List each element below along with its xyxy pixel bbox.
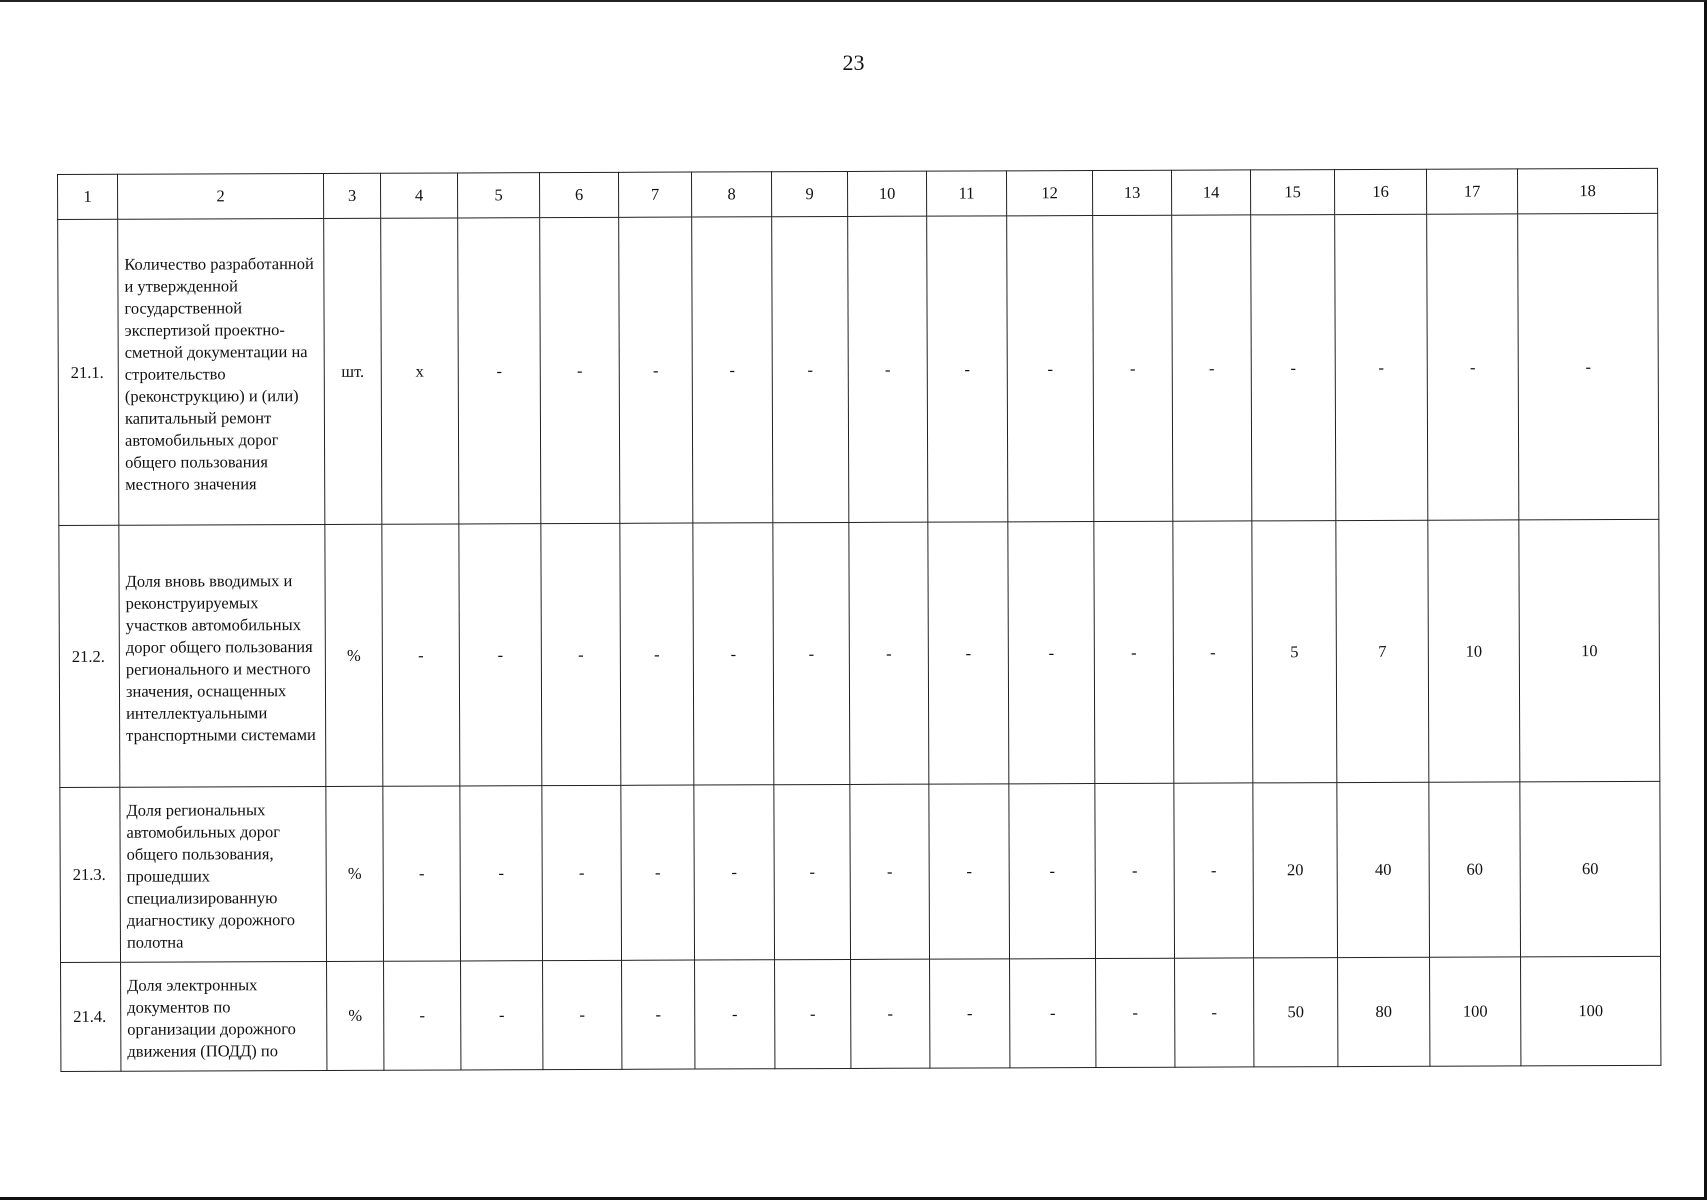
table-row [60, 781, 1661, 962]
unit-cell: % [325, 524, 383, 786]
value-cell: - [927, 216, 1008, 522]
value-cell: - [619, 217, 693, 523]
value-cell: - [1096, 958, 1175, 1067]
value-cell: 80 [1338, 957, 1430, 1066]
value-cell: - [542, 785, 622, 960]
value-cell: - [1008, 522, 1095, 784]
value-cell: - [1095, 783, 1175, 958]
table-row [58, 213, 1659, 525]
value-cell: - [1173, 521, 1253, 783]
value-cell: - [1427, 214, 1519, 520]
value-cell: - [929, 784, 1010, 959]
value-cell: - [848, 216, 928, 522]
col-header: 2 [118, 173, 324, 219]
row-number: 21.3. [60, 787, 121, 962]
col-header: 4 [380, 173, 457, 218]
value-cell: 100 [1521, 956, 1661, 1066]
value-cell: - [382, 524, 460, 786]
value-cell: - [461, 961, 543, 1070]
value-cell: - [694, 785, 775, 960]
col-header: 12 [1006, 171, 1092, 216]
col-header: 13 [1092, 170, 1171, 215]
table-row [61, 956, 1661, 1071]
col-header: 6 [539, 172, 618, 217]
value-cell: 100 [1430, 957, 1521, 1066]
value-cell: - [851, 959, 930, 1068]
page-number: 23 [842, 50, 865, 75]
row-number: 21.2. [59, 525, 120, 787]
value-cell: 7 [1336, 520, 1429, 782]
value-cell: - [692, 217, 773, 523]
value-cell: 40 [1337, 782, 1430, 957]
value-cell: 20 [1253, 783, 1338, 958]
value-cell: - [1175, 958, 1254, 1067]
value-cell: - [384, 961, 461, 1070]
indicators-table [57, 168, 1661, 1072]
row-number: 21.1. [58, 219, 119, 525]
table-row [59, 519, 1660, 787]
value-cell: - [543, 960, 622, 1069]
col-header: 3 [323, 173, 380, 218]
value-cell: 60 [1429, 782, 1521, 957]
col-header: 9 [771, 171, 847, 216]
value-cell: - [621, 785, 695, 960]
value-cell: - [622, 960, 695, 1069]
value-cell: - [772, 216, 849, 522]
indicator-name: Количество разработанной и утвержденной государственной экспертизой проектно-сметной документации на строительство (реконструкцию) и (или) капитальный ремонт автомобильных дорог общего пользования местного значения [118, 218, 325, 525]
indicator-name: Доля электронных документов по организации дорожного движения (ПОДД) по [121, 961, 327, 1071]
value-cell: - [1518, 213, 1659, 520]
value-cell: - [541, 523, 621, 785]
value-cell: - [850, 784, 930, 959]
value-cell: - [1335, 214, 1428, 520]
value-cell: - [849, 522, 929, 784]
col-header: 15 [1250, 170, 1334, 215]
col-header: 14 [1171, 170, 1250, 215]
value-cell: - [460, 786, 543, 961]
value-cell: - [775, 959, 851, 1068]
value-cell: - [1251, 215, 1336, 521]
value-cell: 10 [1428, 520, 1520, 782]
value-cell: - [540, 217, 620, 523]
value-cell: - [695, 960, 775, 1069]
col-header: 18 [1517, 168, 1657, 214]
col-header: 8 [691, 172, 771, 217]
value-cell: 50 [1254, 958, 1338, 1067]
col-header: 10 [847, 171, 926, 216]
value-cell: - [458, 218, 541, 524]
value-cell: 5 [1252, 521, 1337, 783]
value-cell: - [620, 523, 694, 785]
col-header: 5 [457, 173, 539, 218]
value-cell: - [1007, 216, 1094, 522]
col-header: 7 [618, 172, 691, 217]
value-cell: 10 [1519, 519, 1660, 782]
indicators-table-wrap [57, 168, 1660, 1072]
value-cell: x [381, 218, 459, 524]
value-cell: - [1094, 521, 1174, 783]
col-header: 11 [926, 171, 1006, 216]
value-cell: - [928, 522, 1009, 784]
unit-cell: шт. [324, 218, 382, 524]
value-cell: - [693, 523, 774, 785]
value-cell: - [1172, 215, 1252, 521]
value-cell: - [1009, 784, 1096, 959]
col-header: 17 [1426, 169, 1517, 214]
value-cell: - [774, 784, 851, 959]
value-cell: - [773, 522, 850, 784]
value-cell: - [1093, 215, 1173, 521]
value-cell: - [1010, 959, 1096, 1068]
value-cell: - [930, 959, 1010, 1068]
value-cell: - [383, 786, 461, 961]
value-cell: - [1174, 783, 1254, 958]
col-header: 1 [58, 174, 118, 219]
header-row [58, 168, 1658, 219]
indicator-name: Доля вновь вводимых и реконструируемых участков автомобильных дорог общего пользования регионального и местного значения, оснащенных интеллектуальными транспортными системами [119, 524, 326, 787]
col-header: 16 [1334, 169, 1426, 214]
unit-cell: % [326, 786, 384, 961]
row-number: 21.4. [61, 962, 121, 1071]
indicator-name: Доля региональных автомобильных дорог общего пользования, прошедших специализированную диагностику дорожного полотна [120, 786, 327, 962]
value-cell: 60 [1520, 781, 1661, 957]
value-cell: - [459, 524, 542, 786]
unit-cell: % [327, 961, 384, 1070]
